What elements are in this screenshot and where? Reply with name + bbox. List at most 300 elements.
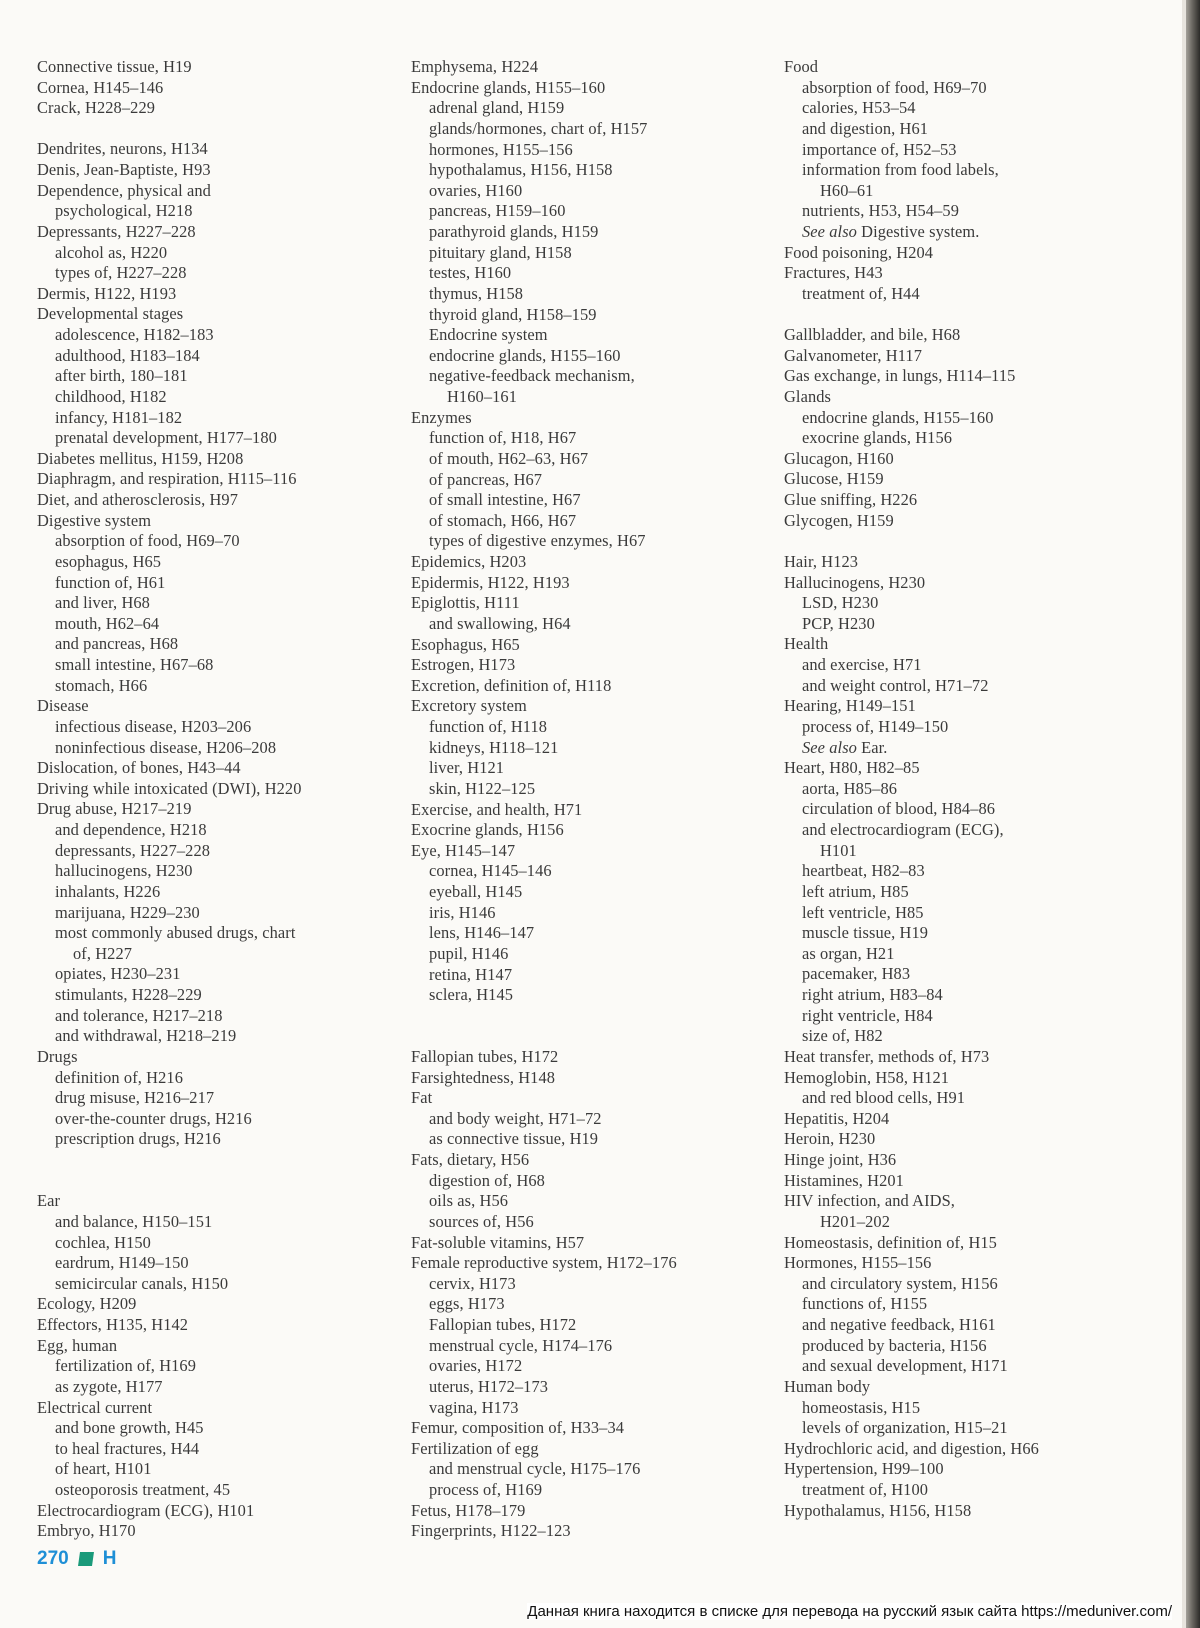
- index-subentry: [37, 408, 377, 429]
- index-entry-text: Histamines, H201: [784, 1170, 904, 1190]
- index-subentry: [784, 1336, 1154, 1357]
- index-entry-text: and dependence, H218: [55, 820, 207, 840]
- index-subentry: [37, 717, 377, 738]
- index-entry-text: Homeostasis, definition of, H15: [784, 1232, 997, 1252]
- index-entry-text: and digestion, H61: [802, 118, 929, 138]
- index-entry-text: Hypothalamus, H156, H158: [784, 1500, 972, 1520]
- index-entry-text: of mouth, H62–63, H67: [429, 448, 589, 468]
- index-subentry: [37, 1377, 377, 1398]
- index-entry-text: and red blood cells, H91: [802, 1088, 966, 1108]
- index-main-entry: [411, 676, 761, 697]
- index-entry-text: left atrium, H85: [802, 881, 909, 901]
- index-subentry: [37, 428, 377, 449]
- index-entry-text: Farsightedness, H148: [411, 1067, 556, 1087]
- index-entry-text: Digestive system.: [861, 222, 980, 241]
- index-subentry: [37, 1068, 377, 1089]
- index-entry-text: menstrual cycle, H174–176: [429, 1335, 613, 1355]
- index-spacer: [411, 1026, 761, 1047]
- index-entry-text: ovaries, H160: [429, 180, 523, 200]
- index-subentry: [411, 1377, 761, 1398]
- index-main-entry: [411, 1253, 761, 1274]
- index-entry-text: Fertilization of egg: [411, 1438, 539, 1458]
- index-subentry: [784, 140, 1154, 161]
- index-subentry: [37, 841, 377, 862]
- index-entry-text: uterus, H172–173: [429, 1376, 549, 1396]
- index-subentry: [411, 531, 761, 552]
- index-entry-text: H160–161: [447, 387, 518, 406]
- index-entry-text: Food: [784, 57, 819, 76]
- index-subentry: [411, 614, 761, 635]
- index-entry-text: types of digestive enzymes, H67: [429, 531, 646, 551]
- index-entry-text: Diabetes mellitus, H159, H208: [37, 448, 244, 468]
- index-main-entry: [784, 1233, 1154, 1254]
- index-entry-text: Ear: [37, 1191, 61, 1211]
- index-entry-text: Human body: [784, 1376, 871, 1396]
- index-entry-text: Dependence, physical and: [37, 180, 211, 200]
- index-entry-text: and pancreas, H68: [55, 634, 179, 654]
- index-entry-text: Hepatitis, H204: [784, 1108, 890, 1128]
- index-subentry: [37, 964, 377, 985]
- index-entry-text: stimulants, H228–229: [55, 985, 202, 1005]
- index-entry-text: drug misuse, H216–217: [55, 1088, 215, 1108]
- page-footer: [37, 1548, 116, 1570]
- index-entry-text: lens, H146–147: [429, 923, 535, 943]
- index-main-entry: [411, 1418, 761, 1439]
- index-entry-text: Ear.: [861, 737, 888, 757]
- index-subentry: [784, 923, 1154, 944]
- index-entry-text: HIV infection, and AIDS,: [784, 1191, 955, 1211]
- index-main-entry: [411, 1047, 761, 1068]
- index-entry-text: LSD, H230: [802, 593, 879, 613]
- index-entry-text: and balance, H150–151: [55, 1211, 213, 1231]
- index-entry-text: function of, H61: [55, 572, 166, 592]
- index-subentry: [784, 676, 1154, 697]
- index-subentry: [784, 1274, 1154, 1295]
- index-main-entry: [411, 573, 761, 594]
- index-main-entry: [784, 1068, 1154, 1089]
- index-subentry: [784, 160, 1154, 181]
- index-main-entry: [411, 820, 761, 841]
- index-entry-text: Diaphragm, and respiration, H115–116: [37, 469, 297, 489]
- index-subentry: [37, 1439, 377, 1460]
- index-main-entry: [37, 758, 377, 779]
- index-entry-text: Hydrochloric acid, and digestion, H66: [784, 1438, 1039, 1458]
- index-subentry: [411, 923, 761, 944]
- index-entry-text: and tolerance, H217–218: [55, 1005, 223, 1025]
- index-entry-text: endocrine glands, H155–160: [429, 345, 621, 365]
- index-entry-text: and menstrual cycle, H175–176: [429, 1459, 641, 1479]
- index-entry-text: pacemaker, H83: [802, 964, 911, 984]
- index-entry-text: and weight control, H71–72: [802, 675, 989, 695]
- index-subentry: [411, 470, 761, 491]
- index-entry-text: Glue sniffing, H226: [784, 490, 918, 510]
- index-main-entry: [784, 1047, 1154, 1068]
- index-entry-text: functions of, H155: [802, 1294, 928, 1314]
- index-subentry: [37, 263, 377, 284]
- index-main-entry: [784, 1253, 1154, 1274]
- index-subentry: [37, 1109, 377, 1130]
- index-main-entry: [411, 655, 761, 676]
- index-main-entry: [784, 387, 1154, 408]
- index-entry-text: Dermis, H122, H193: [37, 283, 177, 303]
- index-entry-text: adrenal gland, H159: [429, 98, 565, 118]
- index-main-entry: [784, 1171, 1154, 1192]
- index-subentry: [37, 985, 377, 1006]
- index-entry-text: Fallopian tubes, H172: [411, 1046, 559, 1066]
- index-subentry: [411, 140, 761, 161]
- index-entry-text: eyeball, H145: [429, 882, 523, 901]
- index-entry-text: psychological, H218: [55, 201, 193, 221]
- index-entry-text: iris, H146: [429, 902, 496, 922]
- index-entry-text: Female reproductive system, H172–176: [411, 1253, 677, 1273]
- index-entry-text: parathyroid glands, H159: [429, 222, 599, 241]
- index-entry-text: function of, H18, H67: [429, 428, 577, 448]
- index-entry-text: cochlea, H150: [55, 1232, 151, 1252]
- index-subentry: [411, 717, 761, 738]
- index-subentry: [37, 1253, 377, 1274]
- index-spacer: [411, 1006, 761, 1027]
- index-subentry: [411, 1274, 761, 1295]
- index-main-entry: [37, 304, 377, 325]
- index-entry-text: importance of, H52–53: [802, 139, 957, 159]
- index-entry-text: and exercise, H71: [802, 655, 922, 675]
- index-main-entry: [37, 98, 377, 119]
- index-main-entry: [784, 1191, 1154, 1212]
- index-subentry: [411, 1459, 761, 1480]
- index-entry-text: skin, H122–125: [429, 778, 536, 798]
- index-subentry: [784, 738, 1154, 759]
- index-entry-text: Developmental stages: [37, 304, 184, 324]
- index-main-entry: [37, 1521, 377, 1542]
- index-entry-text: Epidermis, H122, H193: [411, 572, 570, 592]
- index-subentry: [784, 1356, 1154, 1377]
- index-subentry: [411, 305, 761, 326]
- index-entry-text: Disease: [37, 696, 89, 716]
- index-subentry: [37, 655, 377, 676]
- index-entry-text: types of, H227–228: [55, 263, 187, 283]
- index-entry-text: thyroid gland, H158–159: [429, 304, 597, 324]
- index-subentry: [784, 222, 1154, 243]
- index-main-entry: [784, 469, 1154, 490]
- index-entry-text: H101: [820, 840, 857, 860]
- index-entry-text: Galvanometer, H117: [784, 345, 922, 365]
- index-entry-text: stomach, H66: [55, 675, 148, 695]
- index-entry-text: prescription drugs, H216: [55, 1129, 221, 1149]
- index-entry-text: vagina, H173: [429, 1397, 519, 1417]
- index-main-entry: [37, 1047, 377, 1068]
- index-entry-text: size of, H82: [802, 1026, 883, 1046]
- index-subentry: [411, 490, 761, 511]
- index-subentry: [37, 923, 377, 944]
- index-subentry: [784, 1026, 1154, 1047]
- index-subentry: [411, 428, 761, 449]
- index-main-entry: [411, 1521, 761, 1542]
- index-entry-text: Connective tissue, H19: [37, 57, 192, 76]
- index-entry-text: Heat transfer, methods of, H73: [784, 1046, 990, 1066]
- index-subentry: [37, 531, 377, 552]
- index-subentry: [37, 1418, 377, 1439]
- index-entry-text: function of, H118: [429, 717, 548, 736]
- index-entry-text: ovaries, H172: [429, 1356, 523, 1376]
- index-subentry: [411, 201, 761, 222]
- index-subentry: [784, 284, 1154, 305]
- index-subentry: [411, 346, 761, 367]
- index-entry-text: Health: [784, 634, 829, 654]
- index-subentry: [411, 366, 761, 387]
- index-entry-text: infectious disease, H203–206: [55, 716, 252, 736]
- index-entry-text: opiates, H230–231: [55, 964, 181, 984]
- see-also-label: See also: [802, 737, 857, 757]
- index-subentry: [784, 903, 1154, 924]
- index-entry-text: Eye, H145–147: [411, 840, 516, 860]
- index-main-entry: [37, 490, 377, 511]
- index-entry-text: and bone growth, H45: [55, 1418, 204, 1438]
- index-main-entry: [411, 593, 761, 614]
- index-entry-text: Endocrine system: [429, 325, 548, 345]
- index-entry-text: exocrine glands, H156: [802, 428, 953, 448]
- translation-banner: Данная книга находится в списке для перевода на русский язык сайта https://meduniver.com/: [527, 1603, 1172, 1620]
- index-entry-text: muscle tissue, H19: [802, 923, 929, 943]
- index-subentry: [411, 758, 761, 779]
- index-main-entry: [784, 1377, 1154, 1398]
- index-main-entry: [784, 57, 1154, 78]
- index-subentry: [784, 799, 1154, 820]
- index-entry-text: Hearing, H149–151: [784, 696, 916, 716]
- index-entry-text: Fingerprints, H122–123: [411, 1521, 571, 1541]
- index-subentry: [37, 1480, 377, 1501]
- index-entry-text: alcohol as, H220: [55, 242, 168, 262]
- index-subentry: [411, 903, 761, 924]
- index-main-entry: [411, 57, 761, 78]
- index-entry-text: semicircular canals, H150: [55, 1273, 229, 1293]
- index-entry-text: to heal fractures, H44: [55, 1438, 200, 1458]
- index-entry-text: hormones, H155–156: [429, 139, 573, 159]
- index-main-entry: [784, 634, 1154, 655]
- square-bullet-icon: [78, 1552, 94, 1566]
- index-spacer: [784, 305, 1154, 326]
- index-entry-text: right atrium, H83–84: [802, 985, 943, 1005]
- index-entry-text: Femur, composition of, H33–34: [411, 1418, 625, 1438]
- index-entry-text: fertilization of, H169: [55, 1356, 197, 1376]
- index-entry-text: information from food labels,: [802, 160, 999, 180]
- index-entry-text: Denis, Jean-Baptiste, H93: [37, 160, 211, 180]
- index-entry-text: and withdrawal, H218–219: [55, 1026, 237, 1046]
- index-entry-text: pituitary gland, H158: [429, 242, 572, 262]
- index-entry-text: Fallopian tubes, H172: [429, 1315, 577, 1335]
- index-entry-text: process of, H149–150: [802, 716, 949, 736]
- index-main-entry: [37, 139, 377, 160]
- index-entry-text: digestion of, H68: [429, 1170, 545, 1190]
- index-entry-text: and electrocardiogram (ECG),: [802, 820, 1004, 840]
- index-entry-text: and liver, H68: [55, 593, 150, 613]
- index-subentry: [411, 119, 761, 140]
- index-main-entry: [411, 408, 761, 429]
- index-entry-text: and sexual development, H171: [802, 1356, 1008, 1376]
- index-main-entry: [411, 78, 761, 99]
- index-subentry: [411, 387, 761, 408]
- index-subentry: [784, 820, 1154, 841]
- index-subentry: [784, 1294, 1154, 1315]
- index-main-entry: [37, 160, 377, 181]
- index-subentry: [784, 882, 1154, 903]
- index-subentry: [37, 861, 377, 882]
- index-main-entry: [37, 469, 377, 490]
- index-main-entry: [784, 1459, 1154, 1480]
- index-subentry: [784, 1315, 1154, 1336]
- index-subentry: [37, 614, 377, 635]
- index-subentry: [411, 181, 761, 202]
- index-spacer: [784, 531, 1154, 552]
- index-subentry: [784, 1398, 1154, 1419]
- index-entry-text: glands/hormones, chart of, H157: [429, 118, 648, 138]
- index-main-entry: [784, 696, 1154, 717]
- index-main-entry: [411, 800, 761, 821]
- index-subentry: [784, 119, 1154, 140]
- index-subentry: [411, 1398, 761, 1419]
- index-main-entry: [37, 1315, 377, 1336]
- index-subentry: [411, 1336, 761, 1357]
- index-entry-text: Gallbladder, and bile, H68: [784, 325, 961, 345]
- index-main-entry: [37, 181, 377, 202]
- index-entry-text: Ecology, H209: [37, 1294, 137, 1314]
- index-entry-text: Glycogen, H159: [784, 510, 894, 530]
- index-entry-text: over-the-counter drugs, H216: [55, 1108, 252, 1128]
- index-subentry: [784, 1088, 1154, 1109]
- index-subentry: [37, 387, 377, 408]
- index-entry-text: Electrical current: [37, 1397, 153, 1417]
- index-subentry: [411, 1109, 761, 1130]
- index-entry-text: Gas exchange, in lungs, H114–115: [784, 366, 1016, 386]
- index-entry-text: oils as, H56: [429, 1191, 509, 1211]
- index-entry-text: heartbeat, H82–83: [802, 861, 925, 881]
- index-subentry: [411, 1480, 761, 1501]
- index-entry-text: Heroin, H230: [784, 1129, 876, 1149]
- index-entry-text: Heart, H80, H82–85: [784, 758, 920, 778]
- index-entry-text: and body weight, H71–72: [429, 1108, 602, 1128]
- index-subentry: [411, 325, 761, 346]
- index-main-entry: [784, 449, 1154, 470]
- index-subentry: [411, 160, 761, 181]
- index-subentry: [411, 985, 761, 1006]
- index-subentry: [784, 408, 1154, 429]
- index-subentry: [37, 820, 377, 841]
- index-subentry: [784, 717, 1154, 738]
- index-entry-text: Dendrites, neurons, H134: [37, 139, 208, 159]
- index-entry-text: Food poisoning, H204: [784, 242, 934, 262]
- index-entry-text: of pancreas, H67: [429, 469, 543, 489]
- book-spine-edge: [1182, 0, 1186, 1628]
- index-entry-text: after birth, 180–181: [55, 366, 188, 386]
- index-main-entry: [411, 1068, 761, 1089]
- index-entry-text: pancreas, H159–160: [429, 201, 566, 221]
- index-subentry: [411, 1356, 761, 1377]
- index-main-entry: [784, 552, 1154, 573]
- index-entry-text: of stomach, H66, H67: [429, 510, 577, 530]
- index-entry-text: eggs, H173: [429, 1294, 505, 1314]
- index-subentry: [784, 1418, 1154, 1439]
- index-entry-text: small intestine, H67–68: [55, 655, 214, 675]
- index-column-1: [37, 57, 377, 1542]
- index-entry-text: as organ, H21: [802, 943, 895, 963]
- index-main-entry: [37, 511, 377, 532]
- index-subentry: [411, 779, 761, 800]
- index-subentry: [411, 944, 761, 965]
- index-entry-text: infancy, H181–182: [55, 407, 183, 427]
- index-subentry: [411, 861, 761, 882]
- index-subentry: [37, 593, 377, 614]
- index-subentry: [784, 985, 1154, 1006]
- index-entry-text: of heart, H101: [55, 1459, 152, 1479]
- index-main-entry: [411, 1150, 761, 1171]
- index-entry-text: Endocrine glands, H155–160: [411, 77, 606, 97]
- index-subentry: [37, 1356, 377, 1377]
- index-entry-text: childhood, H182: [55, 386, 167, 406]
- index-entry-text: absorption of food, H69–70: [55, 531, 240, 551]
- index-entry-text: esophagus, H65: [55, 551, 162, 571]
- index-entry-text: cornea, H145–146: [429, 861, 552, 881]
- index-subentry: [411, 222, 761, 243]
- index-entry-text: inhalants, H226: [55, 881, 161, 901]
- index-entry-text: Egg, human: [37, 1335, 118, 1355]
- index-subentry: [784, 201, 1154, 222]
- index-subentry: [411, 882, 761, 903]
- index-entry-text: Hair, H123: [784, 551, 859, 571]
- index-entry-text: Emphysema, H224: [411, 57, 539, 76]
- index-subentry: [411, 1294, 761, 1315]
- index-entry-text: Crack, H228–229: [37, 98, 156, 118]
- index-subentry: [411, 98, 761, 119]
- index-entry-text: hypothalamus, H156, H158: [429, 160, 613, 180]
- index-entry-text: mouth, H62–64: [55, 613, 160, 633]
- index-subentry: [411, 511, 761, 532]
- index-entry-text: Estrogen, H173: [411, 655, 516, 675]
- index-entry-text: adolescence, H182–183: [55, 325, 214, 345]
- index-main-entry: [411, 1088, 761, 1109]
- index-entry-text: Dislocation, of bones, H43–44: [37, 758, 241, 778]
- index-subentry: [411, 1315, 761, 1336]
- index-entry-text: Fractures, H43: [784, 263, 883, 283]
- index-main-entry: [37, 284, 377, 305]
- index-entry-text: of small intestine, H67: [429, 490, 581, 510]
- index-entry-text: Epiglottis, H111: [411, 593, 520, 613]
- index-main-entry: [784, 758, 1154, 779]
- index-entry-text: osteoporosis treatment, 45: [55, 1480, 231, 1500]
- index-subentry: [37, 944, 377, 965]
- index-subentry: [411, 284, 761, 305]
- index-entry-text: pupil, H146: [429, 943, 509, 963]
- index-subentry: [784, 98, 1154, 119]
- index-entry-text: and negative feedback, H161: [802, 1315, 996, 1335]
- index-entry-text: left ventricle, H85: [802, 902, 924, 922]
- index-subentry: [37, 346, 377, 367]
- index-main-entry: [37, 696, 377, 717]
- index-main-entry: [37, 1398, 377, 1419]
- index-entry-text: PCP, H230: [802, 613, 875, 633]
- index-main-entry: [784, 1109, 1154, 1130]
- index-main-entry: [37, 779, 377, 800]
- index-entry-text: depressants, H227–228: [55, 840, 211, 860]
- index-subentry: [37, 366, 377, 387]
- index-entry-text: treatment of, H44: [802, 283, 920, 303]
- index-main-entry: [37, 222, 377, 243]
- index-entry-text: cervix, H173: [429, 1273, 516, 1293]
- index-entry-text: Depressants, H227–228: [37, 221, 196, 241]
- index-subentry: [784, 655, 1154, 676]
- index-subentry: [411, 1212, 761, 1233]
- index-entry-text: and circulatory system, H156: [802, 1273, 998, 1293]
- index-entry-text: Diet, and atherosclerosis, H97: [37, 490, 238, 510]
- index-subentry: [37, 1274, 377, 1295]
